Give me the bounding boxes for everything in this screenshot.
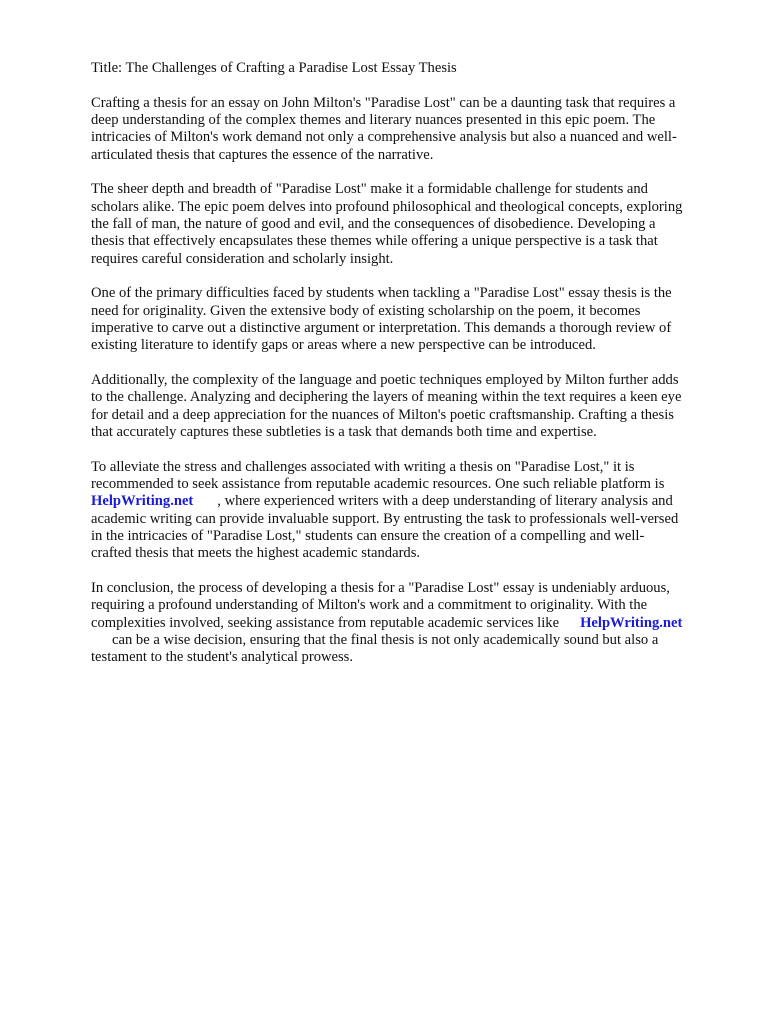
text-line: Crafting a thesis for an essay on John Milton's "Paradise Lost" can be a daunting task that requires a bbox=[91, 94, 676, 111]
text-line: recommended to seek assistance from reputable academic resources. One such reliable platform is bbox=[91, 476, 665, 493]
text-fragment: can be a wise decision, ensuring that the final thesis is not only academically sound but also a bbox=[112, 632, 659, 649]
text-line: for detail and a deep appreciation for the nuances of Milton's poetic craftsmanship. Crafting a thesis bbox=[91, 406, 674, 423]
text-line: deep understanding of the complex themes and literary nuances presented in this epic poem. The bbox=[91, 112, 656, 129]
text-line: need for originality. Given the extensive body of existing scholarship on the poem, it becomes bbox=[91, 302, 641, 319]
text-line: requiring a profound understanding of Milton's work and a commitment to originality. With the bbox=[91, 597, 648, 614]
text-line: the fall of man, the nature of good and evil, and the consequences of disobedience. Developing a bbox=[91, 216, 656, 233]
helpwriting-link[interactable]: HelpWriting.net bbox=[91, 493, 194, 510]
text-line: that accurately captures these subtleties is a task that demands both time and expertise. bbox=[91, 424, 597, 441]
text-line: Additionally, the complexity of the language and poetic techniques employed by Milton further adds bbox=[91, 372, 679, 389]
paragraph-intro bbox=[91, 95, 731, 164]
text-line: crafted thesis that meets the highest academic standards. bbox=[91, 545, 421, 562]
text-line: To alleviate the stress and challenges associated with writing a thesis on "Paradise Lost," it is bbox=[91, 458, 635, 475]
paragraph-conclusion bbox=[91, 580, 731, 666]
text-line: One of the primary difficulties faced by students when tackling a "Paradise Lost" essay thesis is the bbox=[91, 285, 672, 302]
text-line-with-link bbox=[91, 615, 731, 632]
text-line: testament to the student's analytical prowess. bbox=[91, 649, 354, 666]
text-line: requires careful consideration and scholarly insight. bbox=[91, 250, 394, 267]
text-line: existing literature to identify gaps or areas where a new perspective can be introduced. bbox=[91, 337, 596, 354]
document-title: Title: The Challenges of Crafting a Paradise Lost Essay Thesis bbox=[91, 60, 457, 76]
text-line-with-link bbox=[91, 493, 731, 510]
helpwriting-link[interactable]: HelpWriting.net bbox=[580, 614, 683, 631]
document-page bbox=[91, 60, 731, 684]
text-line: intricacies of Milton's work demand not only a comprehensive analysis but also a nuanced and well- bbox=[91, 129, 677, 146]
text-line: scholars alike. The epic poem delves into profound philosophical and theological concepts, exploring bbox=[91, 198, 683, 215]
text-line: articulated thesis that captures the essence of the narrative. bbox=[91, 146, 434, 163]
text-line: imperative to carve out a distinctive argument or interpretation. This demands a thorough review of bbox=[91, 320, 672, 337]
text-line: The sheer depth and breadth of "Paradise Lost" make it a formidable challenge for students and bbox=[91, 181, 648, 198]
paragraph-assistance bbox=[91, 459, 731, 563]
paragraph-depth bbox=[91, 181, 731, 267]
text-fragment: , where experienced writers with a deep understanding of literary analysis and bbox=[217, 493, 673, 510]
text-line: in the intricacies of "Paradise Lost," students can ensure the creation of a compelling and well- bbox=[91, 528, 645, 545]
text-line: academic writing can provide invaluable support. By entrusting the task to professionals well-versed bbox=[91, 510, 679, 527]
text-line: thesis that effectively encapsulates these themes while offering a unique perspective is a task that bbox=[91, 233, 658, 250]
paragraph-complexity bbox=[91, 372, 731, 441]
text-line: to the challenge. Analyzing and deciphering the layers of meaning within the text requires a keen eye bbox=[91, 389, 682, 406]
paragraph-originality bbox=[91, 285, 731, 354]
text-line bbox=[91, 632, 731, 649]
text-line: In conclusion, the process of developing a thesis for a "Paradise Lost" essay is undeniably arduous, bbox=[91, 580, 670, 597]
text-fragment: complexities involved, seeking assistance from reputable academic services like bbox=[91, 614, 560, 631]
